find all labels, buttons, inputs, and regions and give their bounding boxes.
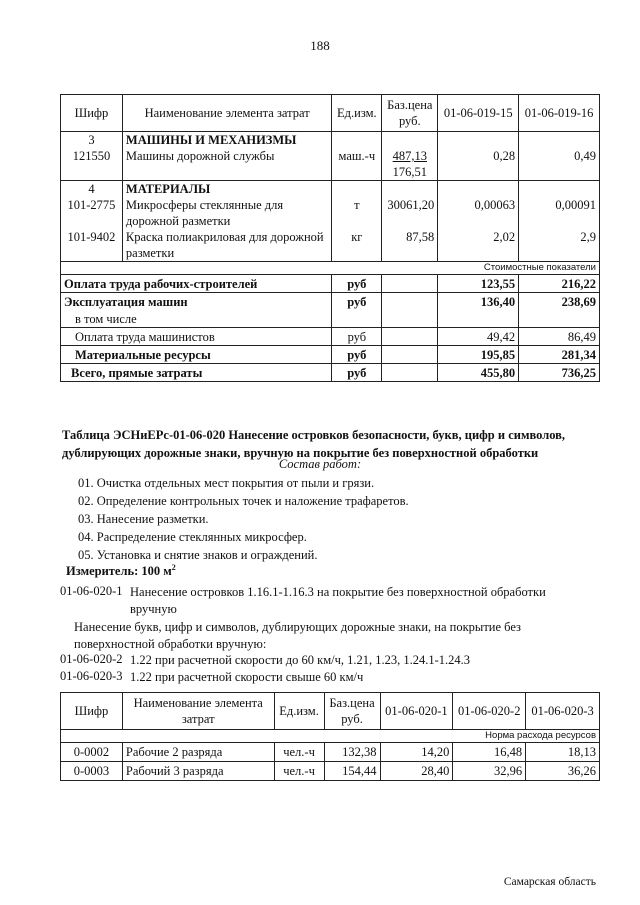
row-unit: кг xyxy=(332,229,382,262)
header-col-3: 01-06-020-3 xyxy=(526,693,600,730)
table-title: Таблица ЭСНиЕРс-01-06-020 Нанесение островков безопасности, букв, цифр и символов, дублирующих дорожные знаки, вручную на покрытие без поверхностной обработки xyxy=(62,428,566,460)
summary-value-15: 455,80 xyxy=(438,364,519,382)
measure-label: Измеритель: 100 м xyxy=(66,564,172,579)
row-price: 30061,20 xyxy=(382,197,438,229)
row-code: 101-9402 xyxy=(61,229,123,262)
section-number: 3 xyxy=(61,132,123,149)
summary-row xyxy=(61,310,600,328)
summary-label: в том числе xyxy=(61,310,332,328)
row-value-3: 36,26 xyxy=(526,762,600,781)
row-name: Краска полиакриловая для дорожной разметки xyxy=(122,229,331,262)
row-name: Машины дорожной службы xyxy=(122,148,331,181)
table-header-row xyxy=(61,95,600,132)
work-item: 01. Очистка отдельных мест покрытия от пыли и грязи. xyxy=(78,476,375,490)
summary-label: Всего, прямые затраты xyxy=(61,364,332,382)
summary-unit: руб xyxy=(332,364,382,382)
summary-row xyxy=(61,293,600,311)
row-value-1: 28,40 xyxy=(380,762,453,781)
header-code: Шифр xyxy=(61,693,123,730)
row-value-16: 2,9 xyxy=(519,229,600,262)
summary-unit: руб xyxy=(332,346,382,364)
summary-label: Оплата труда машинистов xyxy=(61,328,332,346)
cost-indicators-row xyxy=(61,262,600,275)
row-unit: маш.-ч xyxy=(332,148,382,181)
row-value-16: 0,00091 xyxy=(519,197,600,229)
row-value-15: 0,28 xyxy=(438,148,519,181)
row-code: 121550 xyxy=(61,148,123,181)
table-row xyxy=(61,197,600,229)
summary-row xyxy=(61,275,600,293)
summary-value-15: 49,42 xyxy=(438,328,519,346)
row-unit: чел.-ч xyxy=(274,762,324,781)
row-code: 101-2775 xyxy=(61,197,123,229)
work-item: 02. Определение контрольных точек и наложение трафаретов. xyxy=(78,494,409,508)
header-code: Шифр xyxy=(61,95,123,132)
work-item: 05. Установка и снятие знаков и ограждений. xyxy=(78,548,318,562)
summary-value-16: 216,22 xyxy=(519,275,600,293)
summary-value-16: 281,34 xyxy=(519,346,600,364)
norm-row xyxy=(61,730,600,743)
work-composition-heading: Состав работ: xyxy=(278,457,362,471)
row-code: 0-0002 xyxy=(61,743,123,762)
header-name: Наименование элемента затрат xyxy=(122,95,331,132)
section-title: МАШИНЫ И МЕХАНИЗМЫ xyxy=(122,132,331,149)
norm-group-description: Нанесение букв, цифр и символов, дублирующих дорожные знаки, на покрытие без поверхностной обработки вручную: xyxy=(74,620,521,651)
table-row xyxy=(61,743,600,762)
norm-description: 1.22 при расчетной скорости свыше 60 км/ч xyxy=(130,670,364,684)
resource-table-020 xyxy=(60,692,600,781)
section-title: МАТЕРИАЛЫ xyxy=(122,181,331,198)
summary-unit: руб xyxy=(332,293,382,311)
summary-value-15: 136,40 xyxy=(438,293,519,311)
header-unit: Ед.изм. xyxy=(332,95,382,132)
page-number: 188 xyxy=(310,38,330,53)
row-value-15: 2,02 xyxy=(438,229,519,262)
section-row-machines xyxy=(61,132,600,149)
footer-region: Самарская область xyxy=(503,876,596,888)
row-name: Микросферы стеклянные для дорожной разметки xyxy=(122,197,331,229)
summary-value-16: 238,69 xyxy=(519,293,600,311)
norm-description: Нанесение островков 1.16.1-1.16.3 на покрытие без поверхностной обработки вручную xyxy=(130,585,546,616)
summary-unit: руб xyxy=(332,275,382,293)
norm-label: Норма расхода ресурсов xyxy=(61,730,600,743)
row-unit: т xyxy=(332,197,382,229)
header-col-15: 01-06-019-15 xyxy=(438,95,519,132)
table-header-row xyxy=(61,693,600,730)
header-name: Наименование элемента затрат xyxy=(122,693,274,730)
row-price: 132,38 xyxy=(324,743,380,762)
resource-table-019 xyxy=(60,94,600,382)
row-value-2: 32,96 xyxy=(453,762,526,781)
header-col-16: 01-06-019-16 xyxy=(519,95,600,132)
row-value-1: 14,20 xyxy=(380,743,453,762)
work-item: 04. Распределение стеклянных микросфер. xyxy=(78,530,307,544)
summary-row xyxy=(61,364,600,382)
header-base-price: Баз.цена руб. xyxy=(324,693,380,730)
row-price-primary: 487,13 xyxy=(392,149,427,163)
row-value-2: 16,48 xyxy=(453,743,526,762)
table-row xyxy=(61,148,600,181)
summary-value-15: 195,85 xyxy=(438,346,519,364)
norm-code: 01-06-020-2 xyxy=(60,652,123,666)
row-value-3: 18,13 xyxy=(526,743,600,762)
norm-code: 01-06-020-3 xyxy=(60,669,123,683)
summary-row xyxy=(61,346,600,364)
summary-value-15: 123,55 xyxy=(438,275,519,293)
header-col-1: 01-06-020-1 xyxy=(380,693,453,730)
row-value-16: 0,49 xyxy=(519,148,600,181)
row-code: 0-0003 xyxy=(61,762,123,781)
section-number: 4 xyxy=(61,181,123,198)
row-price-secondary: 176,51 xyxy=(392,165,427,179)
row-price: 154,44 xyxy=(324,762,380,781)
header-col-2: 01-06-020-2 xyxy=(453,693,526,730)
header-unit: Ед.изм. xyxy=(274,693,324,730)
summary-row xyxy=(61,328,600,346)
row-name: Рабочие 2 разряда xyxy=(122,743,274,762)
row-price: 87,58 xyxy=(382,229,438,262)
summary-label: Оплата труда рабочих-строителей xyxy=(61,275,332,293)
summary-label: Материальные ресурсы xyxy=(61,346,332,364)
row-value-15: 0,00063 xyxy=(438,197,519,229)
norm-description: 1.22 при расчетной скорости до 60 км/ч, 1.21, 1.23, 1.24.1-1.24.3 xyxy=(130,653,471,667)
summary-value-16: 736,25 xyxy=(519,364,600,382)
header-base-price: Баз.цена руб. xyxy=(382,95,438,132)
measure-unit xyxy=(66,563,176,579)
work-item: 03. Нанесение разметки. xyxy=(78,512,209,526)
summary-value-16: 86,49 xyxy=(519,328,600,346)
table-row xyxy=(61,762,600,781)
summary-unit: руб xyxy=(332,328,382,346)
table-row xyxy=(61,229,600,262)
norm-code: 01-06-020-1 xyxy=(60,584,123,598)
row-name: Рабочий 3 разряда xyxy=(122,762,274,781)
row-unit: чел.-ч xyxy=(274,743,324,762)
summary-label: Эксплуатация машин xyxy=(61,293,332,311)
row-price xyxy=(382,148,438,181)
section-row-materials xyxy=(61,181,600,198)
measure-exponent: 2 xyxy=(171,563,176,572)
cost-indicators-label: Стоимостные показатели xyxy=(61,262,600,275)
